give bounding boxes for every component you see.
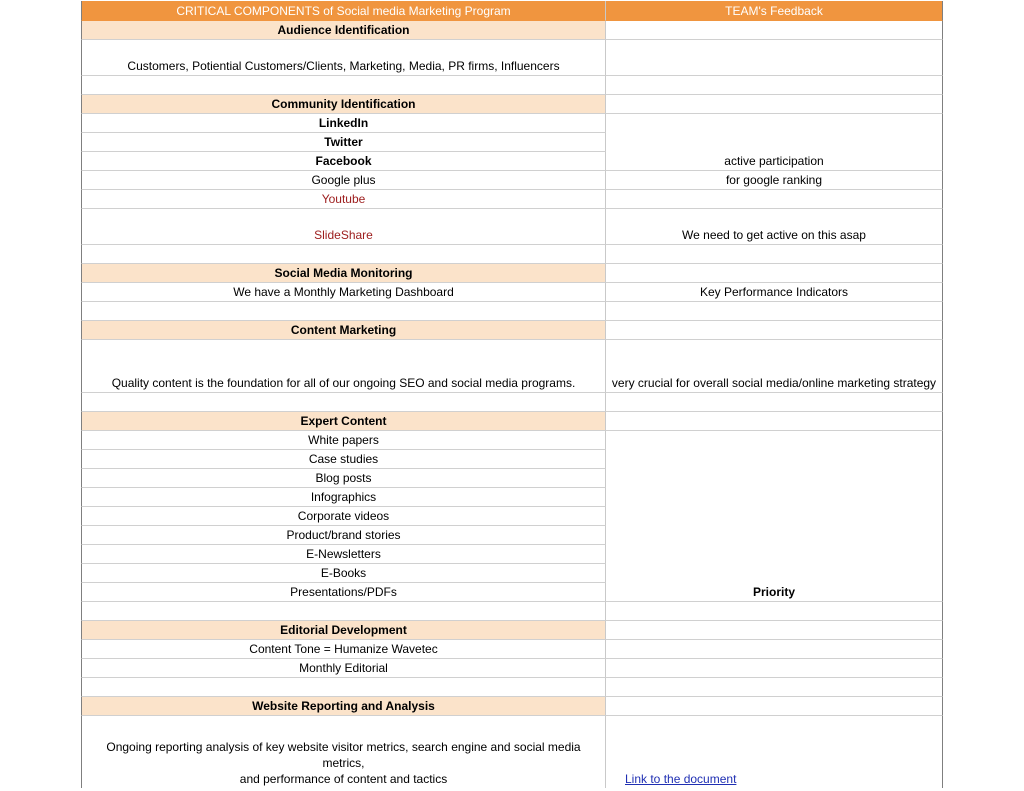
section-row bbox=[81, 321, 943, 340]
section-title-monitoring[interactable]: Social Media Monitoring bbox=[81, 264, 606, 283]
feedback-cell[interactable] bbox=[606, 507, 943, 526]
table-row bbox=[81, 469, 943, 488]
expert-item-corporate-videos[interactable]: Corporate videos bbox=[81, 507, 606, 526]
table-row bbox=[81, 190, 943, 209]
monitoring-item[interactable]: We have a Monthly Marketing Dashboard bbox=[81, 283, 606, 302]
blank-cell[interactable] bbox=[606, 302, 943, 321]
feedback-cell[interactable] bbox=[606, 564, 943, 583]
blank-row bbox=[81, 678, 943, 697]
blank-cell[interactable] bbox=[81, 245, 606, 264]
community-item-facebook[interactable]: Facebook bbox=[81, 152, 606, 171]
section-title-community[interactable]: Community Identification bbox=[81, 95, 606, 114]
spreadsheet bbox=[81, 1, 943, 788]
table-row bbox=[81, 209, 943, 245]
feedback-expert[interactable]: Priority bbox=[606, 583, 943, 602]
feedback-cell[interactable] bbox=[606, 40, 943, 76]
section-title-content[interactable]: Content Marketing bbox=[81, 321, 606, 340]
blank-cell[interactable] bbox=[81, 76, 606, 95]
blank-cell[interactable] bbox=[606, 602, 943, 621]
blank-row bbox=[81, 76, 943, 95]
table-row bbox=[81, 583, 943, 602]
content-item[interactable]: Quality content is the foundation for all of our ongoing SEO and social media programs. bbox=[81, 340, 606, 393]
section-title-editorial[interactable]: Editorial Development bbox=[81, 621, 606, 640]
table-row bbox=[81, 114, 943, 133]
feedback-content[interactable]: very crucial for overall social media/online marketing strategy bbox=[606, 340, 943, 393]
expert-item-product-brand-stories[interactable]: Product/brand stories bbox=[81, 526, 606, 545]
reporting-item-line1: Ongoing reporting analysis of key website visitor metrics, search engine and social media metrics, bbox=[106, 740, 581, 770]
audience-item[interactable]: Customers, Potiential Customers/Clients, Marketing, Media, PR firms, Influencers bbox=[81, 40, 606, 76]
table-row bbox=[81, 340, 943, 393]
table-row bbox=[81, 526, 943, 545]
blank-cell[interactable] bbox=[606, 245, 943, 264]
document-link[interactable]: Link to the document bbox=[606, 716, 943, 788]
feedback-cell[interactable] bbox=[606, 412, 943, 431]
feedback-cell[interactable] bbox=[606, 190, 943, 209]
table-row bbox=[81, 545, 943, 564]
blank-row bbox=[81, 393, 943, 412]
feedback-google-plus[interactable]: for google ranking bbox=[606, 171, 943, 190]
blank-cell[interactable] bbox=[606, 76, 943, 95]
section-title-audience[interactable]: Audience Identification bbox=[81, 21, 606, 40]
feedback-cell[interactable] bbox=[606, 450, 943, 469]
blank-cell[interactable] bbox=[81, 602, 606, 621]
blank-cell[interactable] bbox=[606, 393, 943, 412]
table-row bbox=[81, 133, 943, 152]
blank-row bbox=[81, 245, 943, 264]
feedback-cell[interactable] bbox=[606, 621, 943, 640]
table-row bbox=[81, 507, 943, 526]
feedback-cell[interactable] bbox=[606, 114, 943, 133]
expert-item-blog-posts[interactable]: Blog posts bbox=[81, 469, 606, 488]
table-row bbox=[81, 283, 943, 302]
expert-item-white-papers[interactable]: White papers bbox=[81, 431, 606, 450]
reporting-item-line2: and performance of content and tactics bbox=[239, 772, 448, 786]
table-row bbox=[81, 152, 943, 171]
feedback-cell[interactable] bbox=[606, 321, 943, 340]
table-row bbox=[81, 40, 943, 76]
expert-item-presentations-pdfs[interactable]: Presentations/PDFs bbox=[81, 583, 606, 602]
blank-row bbox=[81, 302, 943, 321]
table-row bbox=[81, 171, 943, 190]
section-row bbox=[81, 697, 943, 716]
feedback-cell[interactable] bbox=[606, 21, 943, 40]
community-item-linkedin[interactable]: LinkedIn bbox=[81, 114, 606, 133]
feedback-monitoring[interactable]: Key Performance Indicators bbox=[606, 283, 943, 302]
table-row bbox=[81, 450, 943, 469]
blank-cell[interactable] bbox=[81, 678, 606, 697]
table-row bbox=[81, 488, 943, 507]
feedback-cell[interactable] bbox=[606, 659, 943, 678]
table-row bbox=[81, 640, 943, 659]
expert-item-e-books[interactable]: E-Books bbox=[81, 564, 606, 583]
reporting-item[interactable] bbox=[81, 716, 606, 788]
table-row bbox=[81, 716, 943, 788]
feedback-cell[interactable] bbox=[606, 545, 943, 564]
feedback-facebook[interactable]: active participation bbox=[606, 152, 943, 171]
editorial-item-monthly[interactable]: Monthly Editorial bbox=[81, 659, 606, 678]
feedback-cell[interactable] bbox=[606, 488, 943, 507]
feedback-cell[interactable] bbox=[606, 526, 943, 545]
table-row bbox=[81, 659, 943, 678]
components-header[interactable]: CRITICAL COMPONENTS of Social media Marketing Program bbox=[81, 1, 606, 21]
blank-cell[interactable] bbox=[81, 393, 606, 412]
community-item-twitter[interactable]: Twitter bbox=[81, 133, 606, 152]
blank-cell[interactable] bbox=[606, 678, 943, 697]
feedback-cell[interactable] bbox=[606, 431, 943, 450]
feedback-cell[interactable] bbox=[606, 95, 943, 114]
section-title-reporting[interactable]: Website Reporting and Analysis bbox=[81, 697, 606, 716]
table-row bbox=[81, 431, 943, 450]
feedback-cell[interactable] bbox=[606, 133, 943, 152]
expert-item-infographics[interactable]: Infographics bbox=[81, 488, 606, 507]
editorial-item-content-tone[interactable]: Content Tone = Humanize Wavetec bbox=[81, 640, 606, 659]
community-item-google-plus[interactable]: Google plus bbox=[81, 171, 606, 190]
section-row bbox=[81, 264, 943, 283]
expert-item-e-newsletters[interactable]: E-Newsletters bbox=[81, 545, 606, 564]
section-row bbox=[81, 21, 943, 40]
feedback-cell[interactable] bbox=[606, 469, 943, 488]
expert-item-case-studies[interactable]: Case studies bbox=[81, 450, 606, 469]
header-row bbox=[81, 1, 943, 21]
section-row bbox=[81, 621, 943, 640]
feedback-cell[interactable] bbox=[606, 264, 943, 283]
feedback-header[interactable]: TEAM's Feedback bbox=[606, 1, 943, 21]
table-row bbox=[81, 564, 943, 583]
section-row bbox=[81, 95, 943, 114]
blank-row bbox=[81, 602, 943, 621]
section-row bbox=[81, 412, 943, 431]
feedback-cell[interactable] bbox=[606, 697, 943, 716]
blank-cell[interactable] bbox=[81, 302, 606, 321]
feedback-slideshare[interactable]: We need to get active on this asap bbox=[606, 209, 943, 245]
feedback-cell[interactable] bbox=[606, 640, 943, 659]
community-item-youtube[interactable]: Youtube bbox=[81, 190, 606, 209]
community-item-slideshare[interactable]: SlideShare bbox=[81, 209, 606, 245]
section-title-expert[interactable]: Expert Content bbox=[81, 412, 606, 431]
